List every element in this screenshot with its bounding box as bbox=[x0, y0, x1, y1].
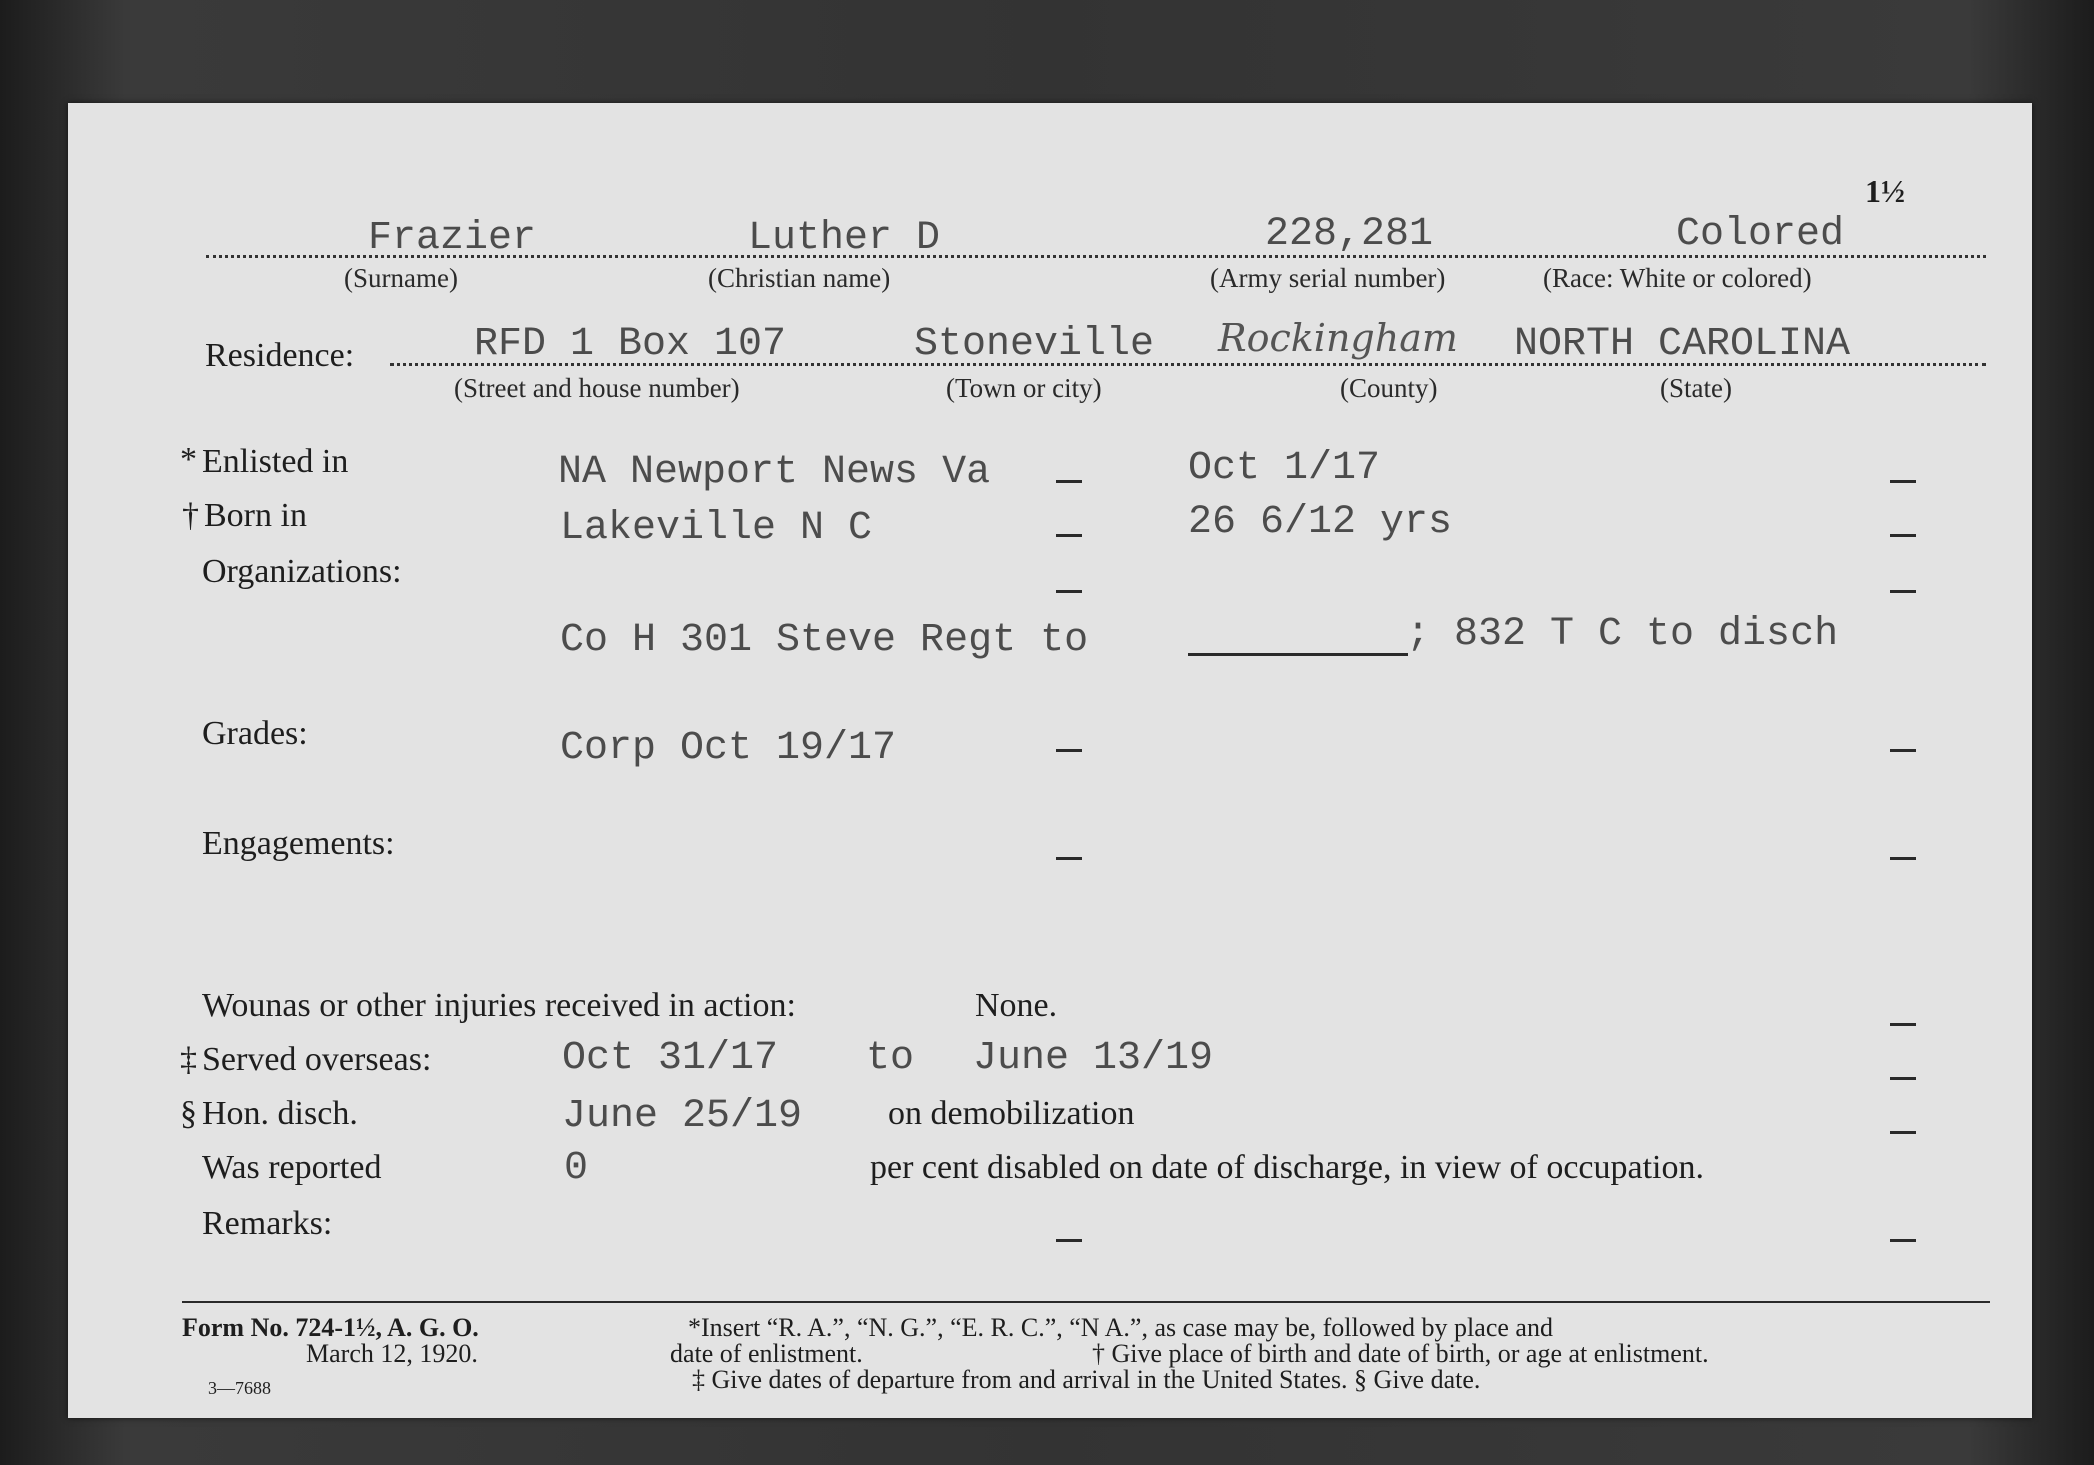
form-number: Form No. 724-1½, A. G. O. bbox=[182, 1313, 479, 1342]
born-age-value: 26 6/12 yrs bbox=[1188, 500, 1453, 545]
disch-label: Hon. disch. bbox=[202, 1095, 358, 1132]
dash-mark bbox=[1056, 857, 1082, 860]
footnote-insert: *Insert “R. A.”, “N. G.”, “E. R. C.”, “N A.”, as case may be, followed by place and bbox=[688, 1313, 1553, 1342]
disch-reason-value: on demobilization bbox=[888, 1095, 1135, 1132]
county-caption: (County) bbox=[1340, 373, 1438, 403]
town-value: Stoneville bbox=[914, 322, 1155, 367]
state-caption: (State) bbox=[1660, 373, 1732, 403]
footnote-birth: † Give place of birth and date of birth, or age at enlistment. bbox=[1092, 1339, 1709, 1368]
dash-mark bbox=[1056, 480, 1082, 483]
street-value: RFD 1 Box 107 bbox=[474, 322, 787, 367]
remarks-label: Remarks: bbox=[202, 1205, 333, 1242]
card-page-fraction: 1½ bbox=[1865, 173, 1905, 209]
grade-value: Corp Oct 19/17 bbox=[560, 726, 897, 771]
town-caption: (Town or city) bbox=[946, 373, 1102, 403]
enlisted-label: Enlisted in bbox=[202, 443, 349, 480]
race-value: Colored bbox=[1676, 212, 1845, 257]
born-mark: † bbox=[182, 497, 199, 534]
dash-mark bbox=[1056, 534, 1082, 537]
organization-blank-line bbox=[1188, 653, 1408, 656]
dash-mark bbox=[1890, 749, 1916, 752]
wounds-label: Wounas or other injuries received in action: bbox=[202, 987, 796, 1024]
organization-line-2: ; 832 T C to disch bbox=[1406, 612, 1839, 657]
dash-mark bbox=[1890, 534, 1916, 537]
overseas-mark: ‡ bbox=[180, 1041, 197, 1078]
form-date: March 12, 1920. bbox=[306, 1339, 478, 1368]
dash-mark bbox=[1890, 1131, 1916, 1134]
footnote-overseas: ‡ Give dates of departure from and arrival in the United States. § Give date. bbox=[692, 1365, 1481, 1394]
service-record-card bbox=[68, 103, 2032, 1418]
organization-line-1: Co H 301 Steve Regt to bbox=[560, 618, 1089, 663]
overseas-to-value: June 13/19 bbox=[973, 1036, 1214, 1081]
serial-number-value: 228,281 bbox=[1265, 212, 1434, 257]
footnote-insert-cont: date of enlistment. bbox=[670, 1339, 863, 1368]
dash-mark bbox=[1890, 1077, 1916, 1080]
footer-rule bbox=[182, 1301, 1990, 1303]
born-place-value: Lakeville N C bbox=[560, 506, 873, 551]
christian-name-caption: (Christian name) bbox=[708, 263, 891, 293]
print-code: 3—7688 bbox=[208, 1378, 271, 1398]
serial-number-caption: (Army serial number) bbox=[1210, 263, 1446, 293]
disabled-percent-value: 0 bbox=[564, 1146, 589, 1191]
dash-mark bbox=[1890, 857, 1916, 860]
dash-mark bbox=[1890, 590, 1916, 593]
dash-mark bbox=[1056, 1239, 1082, 1242]
street-caption: (Street and house number) bbox=[454, 373, 740, 403]
disch-mark: § bbox=[180, 1095, 197, 1132]
dash-mark bbox=[1056, 590, 1082, 593]
race-caption: (Race: White or colored) bbox=[1543, 263, 1812, 293]
dash-mark bbox=[1056, 749, 1082, 752]
born-label: Born in bbox=[204, 497, 307, 534]
reported-label: Was reported bbox=[202, 1149, 382, 1186]
disch-date-value: June 25/19 bbox=[562, 1094, 803, 1139]
state-value: NORTH CAROLINA bbox=[1514, 322, 1851, 367]
overseas-label: Served overseas: bbox=[202, 1041, 432, 1078]
enlisted-place-value: NA Newport News Va bbox=[558, 450, 991, 495]
surname-caption: (Surname) bbox=[344, 263, 458, 293]
organizations-label: Organizations: bbox=[202, 553, 402, 590]
dash-mark bbox=[1890, 1023, 1916, 1026]
dash-mark bbox=[1890, 1239, 1916, 1242]
engagements-label: Engagements: bbox=[202, 825, 395, 862]
surname-value: Frazier bbox=[368, 216, 537, 261]
county-value: Rockingham bbox=[1218, 316, 1458, 360]
residence-label: Residence: bbox=[205, 337, 355, 374]
enlisted-mark: * bbox=[180, 441, 197, 478]
wounds-value: None. bbox=[975, 987, 1058, 1024]
grades-label: Grades: bbox=[202, 715, 308, 752]
dash-mark bbox=[1890, 480, 1916, 483]
enlisted-date-value: Oct 1/17 bbox=[1188, 446, 1381, 491]
disabled-text: per cent disabled on date of discharge, in view of occupation. bbox=[870, 1149, 1704, 1186]
christian-name-value: Luther D bbox=[748, 216, 941, 261]
overseas-to-word: to bbox=[866, 1036, 915, 1081]
overseas-from-value: Oct 31/17 bbox=[562, 1036, 779, 1081]
